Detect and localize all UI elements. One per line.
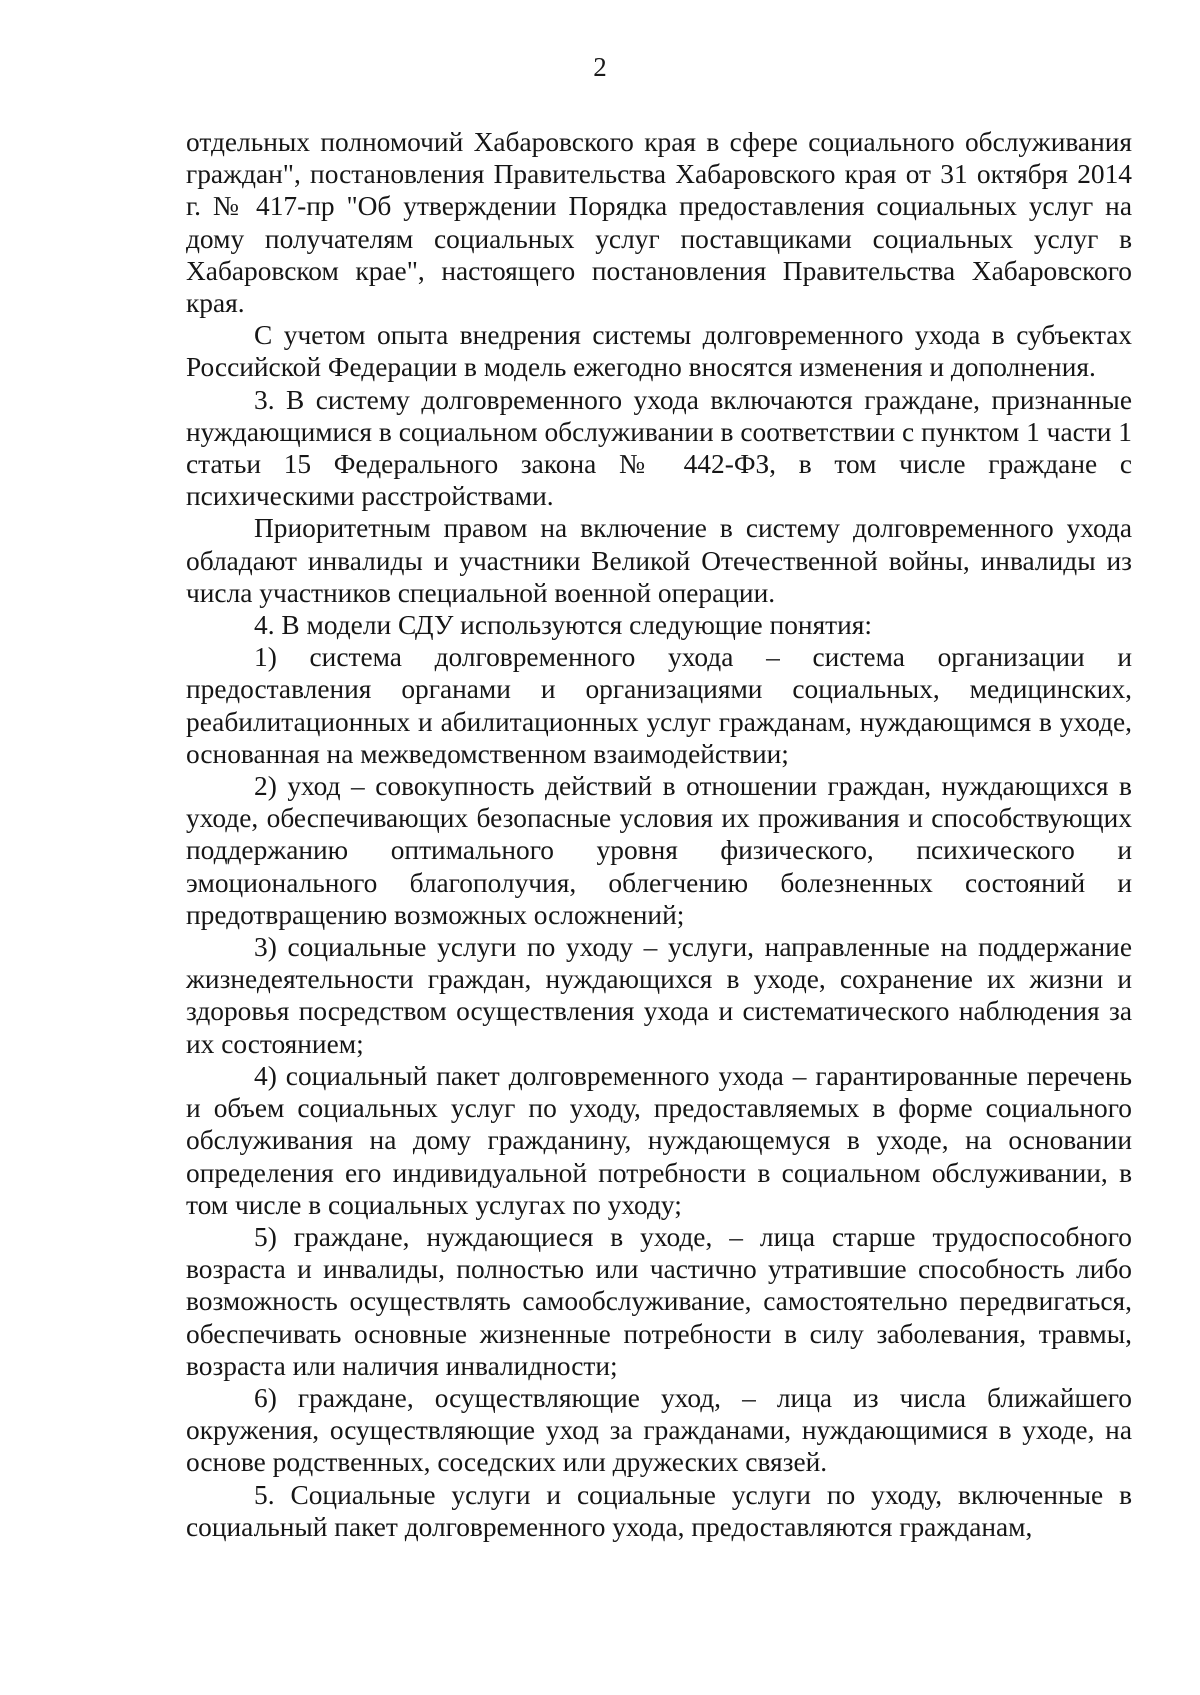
paragraph-priority-right: Приоритетным правом на включение в систему долговременного ухода обладают инвалиды и участники Великой Отечественной войны, инвалиды из числа участников специальной военной операции. [186,513,1132,608]
definition-2: 2) уход – совокупность действий в отношении граждан, нуждающихся в уходе, обеспечивающих безопасные условия их проживания и способствующих поддержанию оптимального уровня физического, психического и эмоционального благополучия, облегчению болезненных состояний и предотвращению возможных осложнений; [186,771,1132,930]
definition-4: 4) социальный пакет долговременного ухода – гарантированные перечень и объем социальных услуг по уходу, предоставляемых в форме социального обслуживания на дому гражданину, нуждающемуся в уходе, на основании определения его индивидуальной потребности в социальном обслуживании, в том числе в социальных услугах по уходу; [186,1060,1132,1220]
definition-5: 5) граждане, нуждающиеся в уходе, – лица старше трудоспособного возраста и инвалиды, полностью или частично утратившие способность либо возможность осуществлять самообслуживание, самостоятельно передвигаться, обеспечивать основные жизненные потребности в силу заболевания, травмы, возраста или наличия инвалидности; [186,1221,1132,1381]
page-number: 2 [593,52,607,82]
definition-3: 3) социальные услуги по уходу – услуги, направленные на поддержание жизнедеятельности граждан, нуждающихся в уходе, сохранение их жизни и здоровья посредством осуществления ухода и систематического наблюдения за их состоянием; [186,932,1132,1059]
definition-1: 1) система долговременного ухода – система организации и предоставления органами и организациями социальных, медицинских, реабилитационных и абилитационных услуг гражданам, нуждающимся в уходе, основанная на межведомственном взаимодействии; [186,642,1132,769]
paragraph-item-3: 3. В систему долговременного ухода включаются граждане, признанные нуждающимися в социальном обслуживании в соответствии с пунктом 1 части 1 статьи 15 Федерального закона № 442-ФЗ, в том числе граждане с психическими расстройствами. [186,384,1132,512]
document-body [186,126,1132,1543]
paragraph-item-4: 4. В модели СДУ используются следующие понятия: [254,610,873,641]
paragraph-continuation: отдельных полномочий Хабаровского края в сфере социального обслуживания граждан", постановления Правительства Хабаровского края от 31 октября 2014 г. № 417-пр "Об утверждении Порядка предоставления социальных услуг на дому получателям социальных услуг поставщиками социальных услуг в Хабаровском крае", настоящего постановления Правительства Хабаровского края. [186,127,1132,319]
paragraph-item-5: 5. Социальные услуги и социальные услуги по уходу, включенные в социальный пакет долговременного ухода, предоставляются гражданам, [186,1479,1132,1542]
definition-6: 6) граждане, осуществляющие уход, – лица из числа ближайшего окружения, осуществляющие уход за гражданами, нуждающимися в уходе, на основе родственных, соседских или дружеских связей. [186,1382,1132,1478]
paragraph-model-updates: С учетом опыта внедрения системы долговременного ухода в субъектах Российской Федерации в модель ежегодно вносятся изменения и дополнения. [186,320,1132,383]
